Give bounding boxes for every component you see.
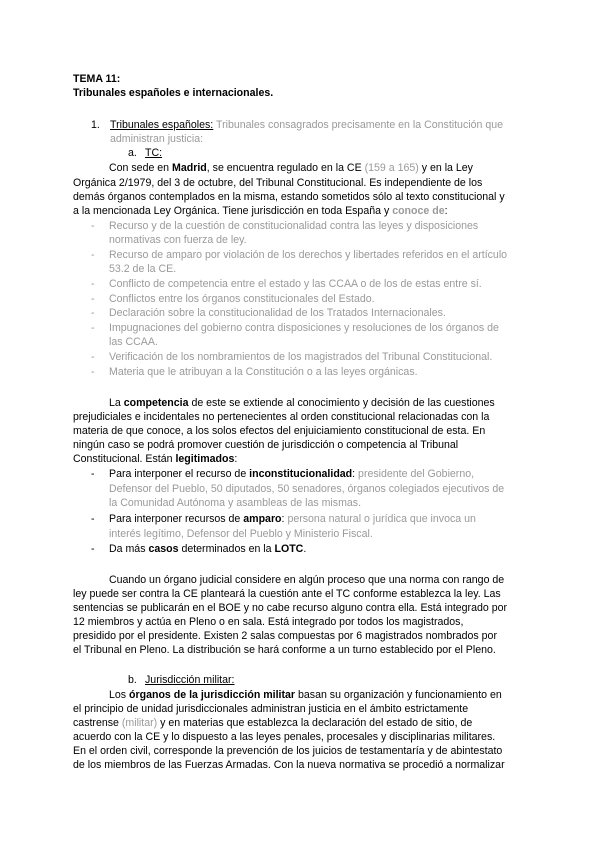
text-gray-bold: conoce de — [392, 205, 445, 217]
text-run: La — [109, 397, 124, 409]
dash-bullet: - — [91, 351, 95, 363]
section-desc: Tribunales consagrados precisamente en la Constitución que — [213, 119, 504, 131]
dash-bullet: - — [91, 513, 95, 525]
list-item: Conflicto de competencia entre el estado y las CCAA o de los de estas entre sí. — [109, 278, 482, 290]
page-title: Tribunales españoles e internacionales. — [73, 87, 274, 99]
section-desc-cont: administran justicia: — [110, 133, 204, 145]
text-run: de este se extiende al conocimiento y decisión de las cuestiones — [188, 397, 495, 409]
text-run: Da más — [109, 543, 149, 555]
dash-bullet: - — [91, 293, 95, 305]
sublist-letter: b. — [128, 674, 137, 686]
list-item-cont: Defensor del Pueblo, 50 diputados, 50 senadores, órganos colegiados ejecutivos de — [109, 483, 505, 495]
text-run: . — [303, 543, 307, 555]
paragraph-line: acuerdo con la CE y lo dispuesto a las leyes penales, procesales y disciplinarias militares. — [73, 731, 496, 743]
list-item: Conflictos entre los órganos constitucionales del Estado. — [109, 293, 375, 305]
text-run: y en la Ley — [418, 162, 473, 174]
paragraph-line: prejudiciales e incidentales no pertenecientes al orden constitucional relacionadas con la — [73, 411, 490, 423]
paragraph-line: materia de que conoce, a los solos efectos del enjuiciamiento constitucional de esta. En — [73, 425, 486, 437]
text-bold: casos — [148, 543, 179, 555]
text-run: : — [281, 513, 288, 525]
list-item: Recurso de amparo por violación de los derechos y libertades referidos en el artículo — [109, 249, 508, 261]
list-item: Verificación de los nombramientos de los magistrados del Tribunal Constitucional. — [109, 351, 493, 363]
paragraph-line: el Tribunal en Pleno. La distribución se hará conforme a un turno establecido por el Pleno. — [73, 644, 496, 656]
paragraph-line: el principio de unidad jurisdiccionales administran justicia en el ámbito estrictamente — [73, 703, 469, 715]
list-item — [109, 542, 306, 556]
list-item — [109, 467, 474, 481]
text-bold: Madrid — [172, 162, 207, 174]
list-item — [109, 512, 476, 526]
paragraph-line: 12 miembros y actúa en Pleno o en sala. Está integrado por todos los magistrados, — [73, 616, 464, 628]
text-bold: LOTC — [274, 543, 304, 555]
text-bold: inconstitucionalidad — [249, 468, 353, 480]
paragraph-line: presidido por el presidente. Existen 2 salas compuestas por 6 magistrados nombrados por — [73, 630, 497, 642]
list-item: Impugnaciones del gobierno contra disposiciones y resoluciones de los órganos de — [109, 322, 499, 334]
text-run: : — [234, 453, 238, 465]
list-number: 1. — [91, 119, 100, 131]
paragraph-line: ley puede ser contra la CE planteará la cuestión ante el TC conforme establezca la ley. Las — [73, 588, 501, 600]
subsection-title-military: Jurisdicción militar: — [145, 674, 235, 686]
paragraph-line — [109, 161, 473, 175]
subsection-title-tc: TC: — [145, 147, 163, 159]
text-gray: (militar) — [121, 717, 158, 729]
text-run: y en materias que establezca la declaración del estado de sitio, de — [157, 717, 473, 729]
text-run: basan su organización y funcionamiento en — [295, 689, 502, 701]
text-run: , se encuentra regulado en la CE — [206, 162, 365, 174]
text-bold: amparo — [243, 513, 282, 525]
list-item-cont: normativas con fuerza de ley. — [109, 234, 247, 246]
paragraph-line — [109, 688, 502, 702]
text-bold: competencia — [123, 397, 189, 409]
text-run: a la mencionada Ley Orgánica. Tiene jurisdicción en toda España y — [73, 205, 393, 217]
dash-bullet: - — [91, 278, 95, 290]
paragraph-line: Orgánica 2/1979, del 3 de octubre, del Tribunal Constitucional. Es independiente de los — [73, 177, 483, 189]
dash-bullet: - — [91, 468, 95, 480]
dash-bullet: - — [91, 543, 95, 555]
paragraph-line — [73, 452, 237, 466]
dash-bullet: - — [91, 366, 95, 378]
text-bold: legitimados — [175, 453, 235, 465]
text-gray: presidente del Gobierno, — [358, 468, 475, 480]
paragraph-line: sentencias se publicarán en el BOE y no cabe recurso alguno contra ella. Está integrado por — [73, 602, 508, 614]
sublist-letter: a. — [128, 147, 137, 159]
text-run: Los — [109, 689, 130, 701]
dash-bullet: - — [91, 322, 95, 334]
text-run: Con sede en — [109, 162, 173, 174]
paragraph-line: ningún caso se podrá promover cuestión de jurisdicción o competencia al Tribunal — [73, 439, 459, 451]
text-gray: (159 a 165) — [364, 162, 419, 174]
paragraph-line — [73, 716, 472, 730]
paragraph-line: En el orden civil, corresponde la prevención de los juicios de testamentaría y de abintestato — [73, 745, 503, 757]
dash-bullet: - — [91, 307, 95, 319]
list-item-cont: 53.2 de la CE. — [109, 263, 177, 275]
text-run: castrense — [73, 717, 122, 729]
list-item: Declaración sobre la constitucionalidad de los Tratados Internacionales. — [109, 307, 446, 319]
list-item: Materia que le atribuyan a la Constitución o a las leyes orgánicas. — [109, 366, 418, 378]
topic-number: TEMA 11: — [73, 73, 121, 85]
text-run: Para interponer el recurso de — [109, 468, 250, 480]
paragraph-line: demás órganos contemplados en la misma, estando sometidos sólo al texto constitucional y — [73, 191, 505, 203]
paragraph-line: de los miembros de las Fuerzas Armadas. Con la nueva normativa se procedió a normalizar — [73, 759, 505, 771]
text-run: Constitucional. Están — [73, 453, 176, 465]
text-gray: persona natural o jurídica que invoca un — [287, 513, 476, 525]
list-item: Recurso y de la cuestión de constitucionalidad contra las leyes y disposiciones — [109, 220, 479, 232]
paragraph-line — [73, 204, 448, 218]
section-heading — [110, 118, 503, 132]
section-title: Tribunales españoles: — [110, 119, 214, 131]
text-run: : — [444, 205, 448, 217]
list-item-cont: las CCAA. — [109, 336, 158, 348]
text-run: Para interponer recursos de — [109, 513, 244, 525]
text-run: determinados en la — [178, 543, 275, 555]
paragraph-line — [109, 396, 495, 410]
dash-bullet: - — [91, 220, 95, 232]
list-item-cont: interés legítimo, Defensor del Pueblo y Ministerio Fiscal. — [109, 528, 373, 540]
text-bold: órganos de la jurisdicción militar — [129, 689, 296, 701]
list-item-cont: la Comunidad Autónoma y asambleas de las mismas. — [109, 497, 362, 509]
dash-bullet: - — [91, 249, 95, 261]
paragraph-line: Cuando un órgano judicial considere en algún proceso que una norma con rango de — [109, 574, 505, 586]
text-run: : — [352, 468, 359, 480]
